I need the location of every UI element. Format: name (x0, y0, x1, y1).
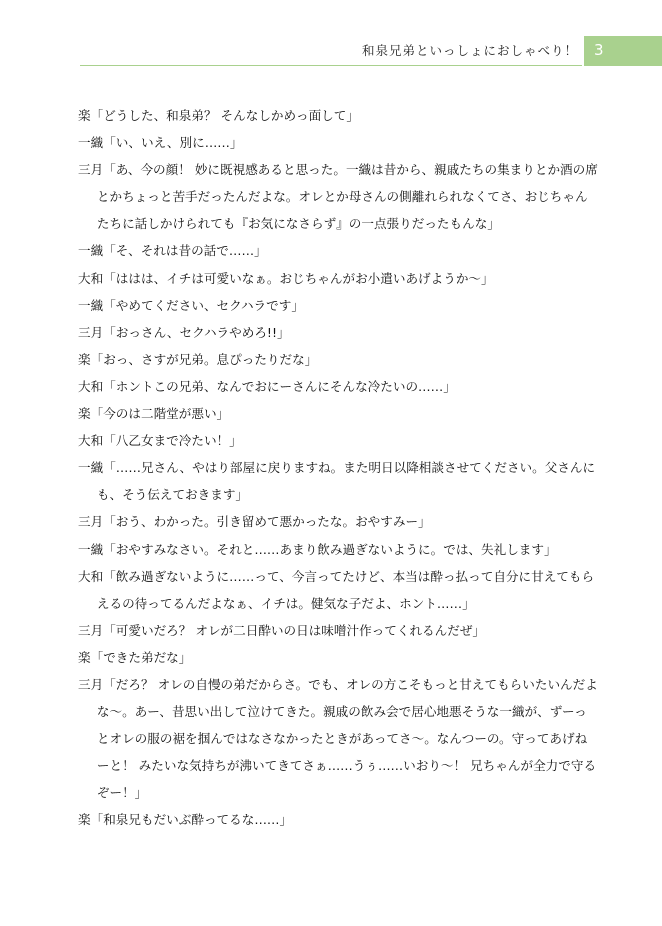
speaker-name: 一織 (78, 297, 104, 313)
dialogue-line (78, 373, 598, 400)
speaker-name: 一織 (78, 541, 104, 557)
speaker-name: 大和 (78, 378, 104, 394)
speaker-name: 楽 (78, 812, 91, 828)
speaker-name: 楽 (78, 108, 91, 123)
dialogue-line (78, 156, 598, 237)
dialogue-line (78, 644, 598, 671)
dialogue-line (78, 237, 598, 264)
dialogue-line (78, 292, 598, 319)
dialogue-text: 「そ、それは昔の話で……」 (103, 243, 267, 259)
dialogue-text: 「和泉兄もだいぶ酔ってるな……」 (90, 812, 293, 828)
speaker-name: 三月 (78, 514, 104, 530)
dialogue-text: 「ホントこの兄弟、なんでおにーさんにそんな冷たいの……」 (103, 378, 456, 394)
speaker-name: 一織 (78, 460, 104, 476)
speaker-name: 楽 (78, 351, 91, 367)
dialogue-line (78, 563, 598, 617)
dialogue-text: 「だろ？ オレの自慢の弟だからさ。でも、オレの方こそもっと甘えてもらいたいんだよな～。あー、昔思い出して泣けてきた。親戚の飲み会で居心地悪そうな一織が、ずーっとオレの服の裾を掴んではなさなかったときがあってさ～。なんつーの。守ってあげねーと！ みたいな気持ちが沸いてきてさぁ……うぅ……いおり～！ 兄ちゃんが全力で守るぞー！」 (96, 676, 598, 801)
dialogue-text: 「飲み過ぎないように……って、今言ってたけど、本当は酔っ払って自分に甘えてもらえるの待ってるんだよなぁ、イチは。健気な子だよ、ホント……」 (96, 568, 595, 611)
speaker-name: 大和 (78, 270, 104, 286)
dialogue-text: 「今のは二階堂が悪い」 (90, 406, 230, 422)
page-header (0, 36, 662, 66)
speaker-name: 三月 (78, 324, 104, 340)
speaker-name: 一織 (78, 135, 104, 151)
dialogue-text: 「おっ、さすが兄弟。息ぴったりだな」 (90, 351, 318, 367)
speaker-name: 三月 (78, 622, 104, 638)
dialogue-text: 「い、いえ、別に……」 (103, 135, 243, 151)
dialogue-text: 「おっさん、セクハラやめろ!!」 (103, 324, 290, 340)
dialogue-text: 「できた弟だな」 (90, 649, 192, 665)
speaker-name: 大和 (78, 433, 104, 449)
speaker-name: 三月 (78, 162, 104, 178)
dialogue-text: 「おやすみなさい。それと……あまり飲み過ぎないように。では、失礼します」 (103, 541, 557, 557)
dialogue-line (78, 427, 598, 454)
dialogue-text: 「可愛いだろ？ オレが二日酔いの日は味噌汁作ってくれるんだぜ」 (103, 622, 486, 638)
dialogue-text: 「おう、わかった。引き留めて悪かったな。おやすみー」 (103, 514, 431, 530)
dialogue-text: 「あ、今の顔！ 妙に既視感あると思った。一織は昔から、親戚たちの集まりとか酒の席とかちょっと苦手だったんだよな。オレとか母さんの側離れられなくてさ、おじちゃんたちに話しかけられても『お気になさらず』の一点張りだったもんな」 (96, 162, 598, 232)
dialogue-line (78, 400, 598, 427)
dialogue-line (78, 508, 598, 535)
speaker-name: 一織 (78, 243, 104, 259)
dialogue-text: 「八乙女まで冷たい！」 (103, 433, 242, 449)
dialogue-text: 「……兄さん、やはり部屋に戻りますね。また明日以降相談させてください。父さんにも、そう伝えておきます」 (96, 460, 596, 503)
page-number-box (584, 36, 662, 66)
dialogue-line (78, 806, 598, 833)
dialogue-line (78, 346, 598, 373)
dialogue-line (78, 454, 598, 508)
dialogue-line (78, 671, 598, 806)
dialogue-list (78, 102, 598, 834)
dialogue-line (78, 536, 598, 563)
dialogue-line (78, 102, 598, 129)
dialogue-line (78, 617, 598, 644)
speaker-name: 大和 (78, 568, 104, 584)
header-title: 和泉兄弟といっしょにおしゃべり！ (361, 43, 578, 58)
dialogue-line (78, 319, 598, 346)
dialogue-line (78, 129, 598, 156)
speaker-name: 楽 (78, 406, 91, 422)
dialogue-text: 「ははは、イチは可愛いなぁ。おじちゃんがお小遣いあげようか～」 (103, 270, 494, 286)
speaker-name: 楽 (78, 649, 91, 665)
header-rule (80, 65, 582, 66)
page-number: 3 (594, 41, 604, 59)
speaker-name: 三月 (78, 676, 104, 692)
dialogue-text: 「どうした、和泉弟？ そんなしかめっ面して」 (90, 108, 359, 123)
dialogue-line (78, 265, 598, 292)
dialogue-text: 「やめてください、セクハラです」 (103, 297, 304, 313)
